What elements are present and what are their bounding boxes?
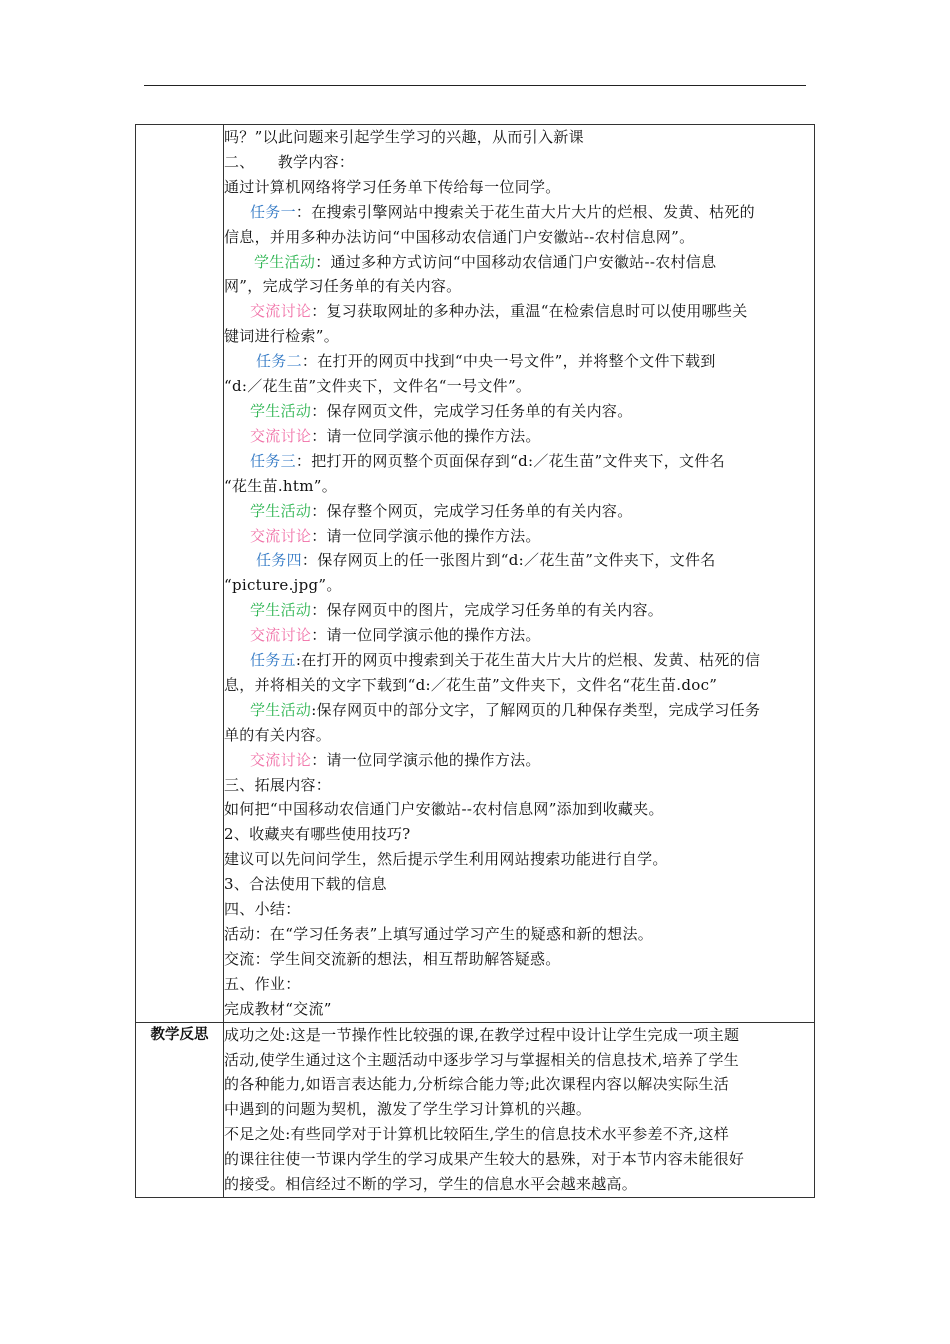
activity-text: :保存网页中的部分文字，了解网页的几种保存类型，完成学习任务 (311, 700, 761, 719)
task-3 (224, 449, 814, 474)
discussion-label: 交流讨论 (250, 426, 312, 445)
activity-label: 学生活动 (250, 501, 312, 520)
activity-text: ：通过多种方式访问“中国移动农信通门户安徽站--农村信息 (315, 252, 717, 271)
task-text: ：在打开的网页中找到“中央一号文件”，并将整个文件下载到 (301, 352, 716, 371)
summary-line: 活动：在“学习任务表”上填写通过学习产生的疑惑和新的想法。 (224, 925, 654, 943)
reflection-row (136, 1022, 815, 1197)
extension-line: 2、收藏夹有哪些使用技巧? (224, 825, 411, 844)
activity-label: 学生活动 (250, 401, 312, 420)
task-2-activity (224, 399, 814, 424)
extension-line: 建议可以先问问学生，然后提示学生利用网站搜索功能进行自学。 (224, 850, 668, 869)
task-text: ：把打开的网页整个页面保存到“d:／花生苗”文件夹下，文件名 (295, 451, 725, 470)
reflection-line: 活动,使学生通过这个主题活动中逐步学习与掌握相关的信息技术,培养了学生 (224, 1050, 740, 1069)
activity-text: ：保存网页中的图片，完成学习任务单的有关内容。 (311, 601, 664, 620)
section-heading: 三、拓展内容： (224, 775, 332, 794)
discussion-label: 交流讨论 (250, 526, 312, 545)
task-label: 任务一 (250, 202, 296, 221)
extension-line: 如何把“中国移动农信通门户安徽站--农村信息网”添加到收藏夹。 (224, 800, 664, 819)
summary-line: 交流：学生间交流新的想法，相互帮助解答疑惑。 (224, 949, 561, 968)
intro-line: 通过计算机网络将学习任务单下传给每一位同学。 (224, 177, 561, 196)
reflection-line: 成功之处:这是一节操作性比较强的课,在教学过程中设计让学生完成一项主题 (224, 1025, 740, 1044)
task-text: ：在搜索引擎网站中搜索关于花生苗大片大片的烂根、发黄、枯死的 (295, 202, 755, 221)
discussion-label: 交流讨论 (250, 302, 312, 321)
task-2 (224, 349, 814, 374)
task-5-discussion (224, 748, 814, 773)
task-text: ：保存网页上的任一张图片到“d:／花生苗”文件夹下，文件名 (301, 551, 716, 570)
activity-label: 学生活动 (250, 601, 312, 620)
homework-line: 完成教材“交流” (224, 999, 332, 1018)
task-label: 任务二 (256, 352, 302, 371)
lesson-plan-table (135, 124, 815, 1198)
task-5-activity (224, 698, 814, 723)
teaching-process-row (136, 125, 815, 1023)
activity-label: 学生活动 (254, 252, 316, 271)
task-3-cont: “花生苗.htm”。 (224, 476, 338, 495)
task-1-cont: 信息，并用多种办法访问“中国移动农信通门户安徽站--农村信息网”。 (224, 227, 695, 246)
task-3-discussion (224, 524, 814, 549)
task-1-activity-cont: 网”，完成学习任务单的有关内容。 (224, 277, 462, 296)
task-1-discussion-cont: 键词进行检索”。 (224, 327, 340, 346)
section-heading: 五、作业： (224, 974, 301, 993)
discussion-text: ：请一位同学演示他的操作方法。 (311, 426, 541, 445)
task-5 (224, 648, 814, 673)
section-heading: 二、 教学内容： (224, 152, 355, 171)
reflection-line: 的接受。相信经过不断的学习，学生的信息水平会越来越高。 (224, 1175, 638, 1194)
empty-label-cell (136, 125, 224, 1023)
reflection-line: 的课往往使一节课内学生的学习成果产生较大的悬殊，对于本节内容未能很好 (224, 1150, 745, 1169)
reflection-line: 不足之处:有些同学对于计算机比较陌生,学生的信息技术水平参差不齐,这样 (224, 1125, 730, 1144)
task-4-activity (224, 598, 814, 623)
activity-text: ：保存网页文件，完成学习任务单的有关内容。 (311, 401, 633, 420)
activity-label: 学生活动 (250, 700, 312, 719)
task-2-discussion (224, 424, 814, 449)
discussion-text: ：请一位同学演示他的操作方法。 (311, 626, 541, 645)
task-1 (224, 200, 814, 225)
reflection-content (224, 1022, 815, 1197)
teaching-content-cell (224, 125, 815, 1023)
task-5-activity-cont: 单的有关内容。 (224, 725, 332, 744)
activity-text: ：保存整个网页，完成学习任务单的有关内容。 (311, 501, 633, 520)
discussion-label: 交流讨论 (250, 750, 312, 769)
discussion-text: ：复习获取网址的多种办法，重温“在检索信息时可以使用哪些关 (311, 302, 748, 321)
header-rule (144, 85, 806, 86)
task-text: :在打开的网页中搜索到关于花生苗大片大片的烂根、发黄、枯死的信 (295, 651, 761, 670)
reflection-line: 中遇到的问题为契机，激发了学生学习计算机的兴趣。 (224, 1100, 592, 1119)
section-heading: 四、小结： (224, 900, 301, 919)
extension-line: 3、合法使用下载的信息 (224, 875, 387, 894)
reflection-label: 教学反思 (136, 1022, 224, 1197)
task-5-cont: 息，并将相关的文字下载到“d:／花生苗”文件夹下，文件名“花生苗.doc” (224, 675, 718, 694)
task-4-discussion (224, 623, 814, 648)
task-label: 任务四 (256, 551, 302, 570)
task-1-activity (224, 250, 814, 275)
discussion-label: 交流讨论 (250, 626, 312, 645)
task-label: 任务三 (250, 451, 296, 470)
task-label: 任务五 (250, 651, 296, 670)
reflection-line: 的各种能力,如语言表达能力,分析综合能力等;此次课程内容以解决实际生活 (224, 1075, 730, 1094)
task-1-discussion (224, 299, 814, 324)
task-3-activity (224, 499, 814, 524)
discussion-text: ：请一位同学演示他的操作方法。 (311, 526, 541, 545)
task-4-cont: “picture.jpg”。 (224, 576, 342, 595)
intro-line: 吗？”以此问题来引起学生学习的兴趣，从而引入新课 (224, 128, 584, 146)
task-4 (224, 548, 814, 573)
discussion-text: ：请一位同学演示他的操作方法。 (311, 750, 541, 769)
task-2-cont: “d:／花生苗”文件夹下，文件名“一号文件”。 (224, 377, 532, 396)
